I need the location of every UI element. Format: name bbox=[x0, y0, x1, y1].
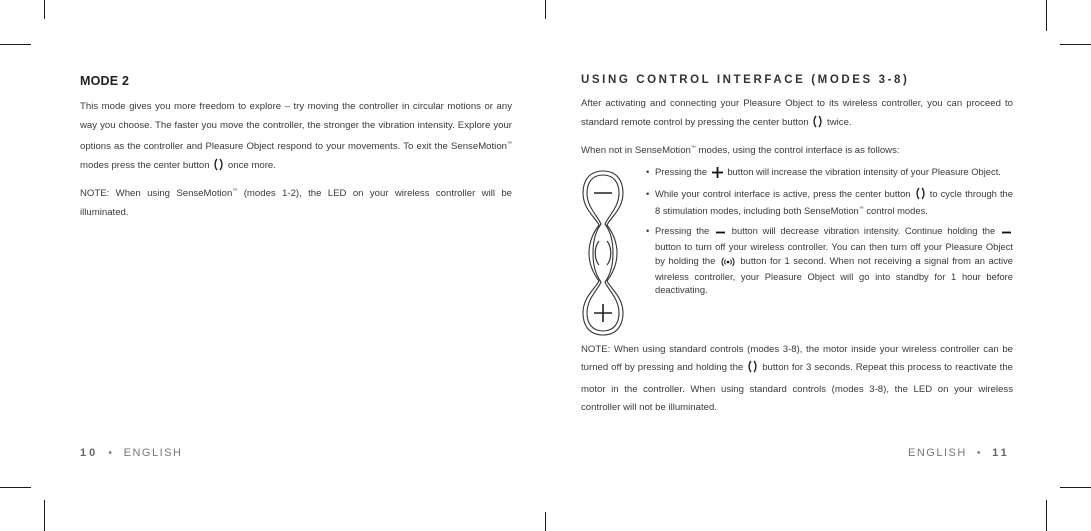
control-when-not-sensemotion: When not in SenseMotion™ modes, using the control interface is as follows: bbox=[581, 145, 900, 156]
mode-2-note: NOTE: When using SenseMotion™ (modes 1-2), the LED on your wireless controller will be illuminated. bbox=[80, 188, 512, 218]
center-button-icon bbox=[214, 158, 223, 178]
list-item: • Pressing the button will decrease vibration intensity. Continue holding the button to turn off your wireless controller. You can then turn off your Pleasure Object by holding the button for 1 second. When not receiving a signal from an active wireless controller, your Pleasure Object will go into standby for 1 hour before deactivating. bbox=[647, 224, 1013, 297]
page-number: 10 bbox=[80, 447, 99, 459]
crop-mark bbox=[44, 500, 45, 531]
page-number: 11 bbox=[992, 447, 1010, 459]
crop-mark bbox=[44, 0, 45, 19]
crop-mark bbox=[0, 487, 31, 488]
minus-icon bbox=[1002, 227, 1011, 240]
left-page-footer: 10 • ENGLISH bbox=[80, 447, 183, 459]
control-bullet-list bbox=[647, 165, 1013, 303]
language-label: ENGLISH bbox=[123, 447, 183, 459]
control-intro: After activating and connecting your Pleasure Object to its wireless controller, you can proceed to standard remote control by pressing the center button twice. bbox=[581, 95, 1013, 135]
plus-icon bbox=[712, 167, 723, 181]
crop-mark bbox=[545, 0, 546, 19]
left-page bbox=[80, 74, 512, 226]
right-page-footer: ENGLISH • 11 bbox=[908, 447, 1010, 459]
right-page bbox=[581, 74, 1013, 422]
crop-mark bbox=[545, 512, 546, 531]
list-item: • Pressing the button will increase the vibration intensity of your Pleasure Object. bbox=[647, 165, 1013, 181]
remote-controller-diagram bbox=[581, 169, 625, 337]
mode-2-heading: MODE 2 bbox=[80, 74, 130, 88]
control-interface-heading: USING CONTROL INTERFACE (MODES 3-8) bbox=[581, 74, 910, 86]
list-item: • While your control interface is active, press the center button to cycle through the 8 stimulation modes, including both SenseMotion™ control modes. bbox=[647, 187, 1013, 218]
mode-2-description: This mode gives you more freedom to explore – try moving the controller in circular motions or any way you choose. The faster you move the controller, the stronger the vibration intensity. Explore your options as the controller and Pleasure Object respond to your movements. To exit the SenseMotion™ modes press the center button once more. bbox=[80, 97, 512, 178]
center-button-icon bbox=[748, 360, 757, 381]
language-label: ENGLISH bbox=[908, 447, 967, 459]
crop-mark bbox=[1060, 487, 1091, 488]
wireless-signal-icon bbox=[721, 257, 735, 270]
crop-mark bbox=[1046, 500, 1047, 531]
crop-mark bbox=[0, 44, 31, 45]
minus-icon bbox=[716, 227, 725, 240]
crop-mark bbox=[1046, 0, 1047, 31]
crop-mark bbox=[1060, 44, 1091, 45]
control-instructions bbox=[581, 165, 1013, 341]
center-button-icon bbox=[916, 187, 925, 203]
standard-controls-note: NOTE: When using standard controls (modes 3-8), the motor inside your wireless controller can be turned off by pressing and holding the button for 3 seconds. Repeat this process to reactivate the motor in the controller. When using standard controls (modes 3-8), the LED on your wireless controller will not be illuminated. bbox=[581, 343, 1013, 413]
center-button-icon bbox=[813, 115, 822, 136]
